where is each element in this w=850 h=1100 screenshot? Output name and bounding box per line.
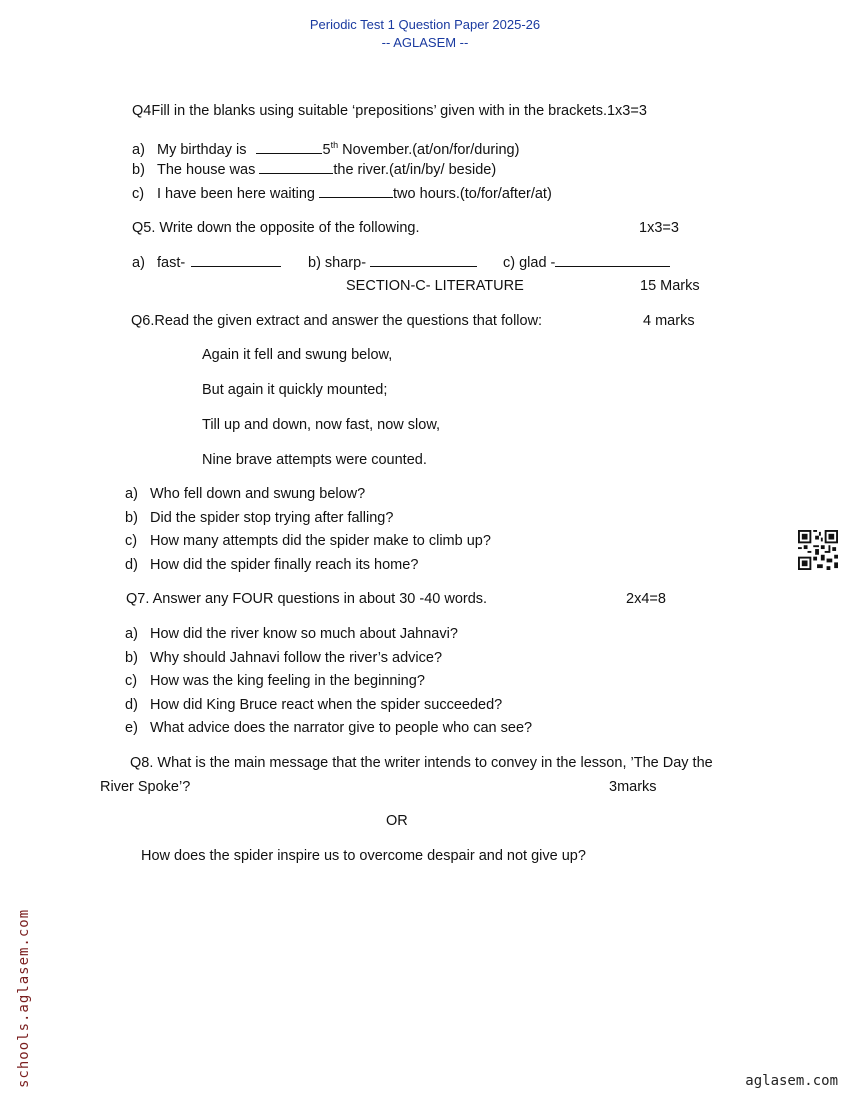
- item-text: Why should Jahnavi follow the river’s advice?: [150, 650, 443, 666]
- item-text: How did the spider finally reach its home?: [150, 557, 419, 573]
- q5-item-c: [503, 253, 670, 272]
- item-text: fast-: [157, 255, 190, 271]
- item-text: b) sharp-: [308, 255, 371, 271]
- answer-blank: [259, 160, 333, 174]
- answer-blank: [319, 184, 393, 198]
- item-text: How did the river know so much about Jahnavi?: [150, 626, 458, 642]
- item-label: b): [125, 510, 138, 526]
- answer-blank: [191, 253, 281, 267]
- q7-question-e: [125, 719, 532, 737]
- q7-question-d: [125, 696, 502, 714]
- q5-item-a: [132, 253, 281, 272]
- q7-title: Q7. Answer any FOUR questions in about 30 -40 words.: [126, 591, 488, 607]
- q6-question-a: [125, 485, 365, 503]
- q8-question-line2: River Spoke’?: [100, 779, 191, 795]
- footer-watermark: aglasem.com: [745, 1073, 838, 1089]
- qr-code-icon: [798, 530, 838, 570]
- poem-line: Again it fell and swung below,: [202, 347, 393, 363]
- q8-alt-question: How does the spider inspire us to overcome despair and not give up?: [141, 848, 586, 864]
- item-text: What advice does the narrator give to people who can see?: [150, 720, 533, 736]
- item-label: e): [125, 720, 138, 736]
- item-text-pre: I have been here waiting: [157, 186, 320, 202]
- poem-line: But again it quickly mounted;: [202, 382, 388, 398]
- q5-item-b: [308, 253, 477, 272]
- side-watermark: schools.aglasem.com: [16, 908, 32, 1088]
- q4-item-a: [132, 136, 519, 159]
- item-label: c): [125, 533, 138, 549]
- item-text: How did King Bruce react when the spider succeeded?: [150, 697, 503, 713]
- q7-question-c: [125, 672, 425, 690]
- q7-marks: 2x4=8: [626, 591, 666, 607]
- q7-question-a: [125, 625, 458, 643]
- item-text-pre: The house was: [157, 162, 260, 178]
- q4-item-c: [132, 184, 552, 203]
- q5-title: Q5. Write down the opposite of the following.: [132, 220, 420, 236]
- item-text-sup: th: [330, 140, 339, 150]
- item-label: d): [125, 557, 138, 573]
- poem-line: Nine brave attempts were counted.: [202, 452, 427, 468]
- q6-question-c: [125, 532, 491, 550]
- q7-question-b: [125, 649, 442, 667]
- item-label: a): [125, 486, 138, 502]
- q8-question-line1: Q8. What is the main message that the writer intends to convey in the lesson, ’The Day the: [130, 755, 713, 771]
- q4-title: Q4Fill in the blanks using suitable ‘prepositions’ given with in the brackets.1x3=3: [132, 103, 647, 119]
- item-text-post: November.(at/on/for/during): [338, 141, 520, 158]
- section-c-title: SECTION-C- LITERATURE: [346, 278, 524, 294]
- item-label: d): [125, 697, 138, 713]
- item-text: How many attempts did the spider make to climb up?: [150, 533, 491, 549]
- q6-question-d: [125, 556, 418, 574]
- item-text-pre: My birthday is: [157, 141, 251, 158]
- q6-question-b: [125, 509, 393, 527]
- item-text-post: two hours.(to/for/after/at): [393, 186, 552, 202]
- item-label: b): [132, 162, 145, 178]
- item-label: b): [125, 650, 138, 666]
- answer-blank: [555, 253, 670, 267]
- header-subtitle: -- AGLASEM --: [381, 35, 469, 50]
- answer-blank: [256, 140, 322, 154]
- item-label: a): [132, 255, 145, 271]
- q5-marks: 1x3=3: [639, 220, 679, 236]
- item-text: Did the spider stop trying after falling?: [150, 510, 394, 526]
- item-text-post: the river.(at/in/by/ beside): [333, 162, 497, 178]
- poem-line: Till up and down, now fast, now slow,: [202, 417, 441, 433]
- item-text-num: 5: [322, 141, 331, 158]
- item-label: c): [125, 673, 138, 689]
- item-label: c): [132, 186, 145, 202]
- q6-title: Q6.Read the given extract and answer the questions that follow:: [131, 313, 543, 329]
- item-text: Who fell down and swung below?: [150, 486, 366, 502]
- q4-item-b: [132, 160, 496, 179]
- q8-marks: 3marks: [609, 779, 657, 795]
- header-title: Periodic Test 1 Question Paper 2025-26: [309, 17, 541, 32]
- answer-blank: [370, 253, 477, 267]
- section-c-marks: 15 Marks: [640, 278, 700, 294]
- item-text: How was the king feeling in the beginning?: [150, 673, 425, 689]
- item-text: c) glad -: [503, 255, 556, 271]
- q8-or: OR: [386, 813, 408, 829]
- item-label: a): [132, 141, 145, 158]
- q6-marks: 4 marks: [643, 313, 695, 329]
- item-label: a): [125, 626, 138, 642]
